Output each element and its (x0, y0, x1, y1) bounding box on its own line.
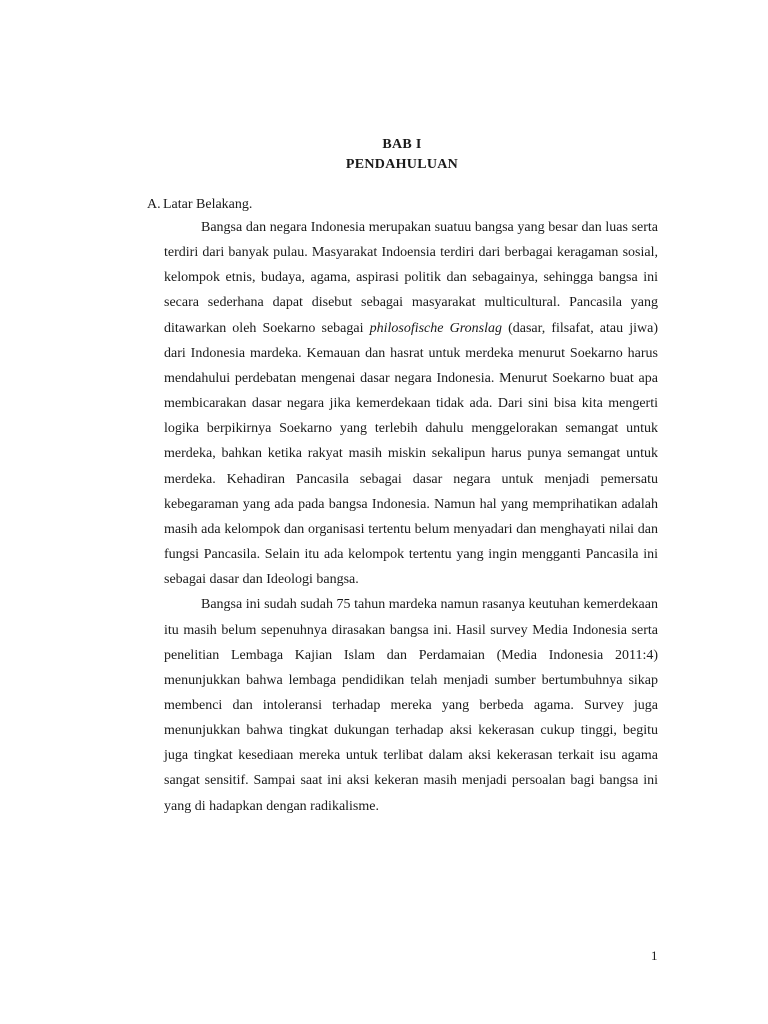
paragraph-1 (164, 215, 658, 592)
paragraph-1-part-1: Bangsa dan negara Indonesia merupakan suatuu bangsa yang besar dan luas serta terdiri dari banyak pulau. Masyarakat Indoensia terdiri dari berbagai keragaman sosial, kelompok etnis, budaya, agama, aspirasi politik dan sebagainya, sehingga bangsa ini secara sederhana dapat disebut sebagai masyarakat multicultural. Pancasila yang ditawarkan oleh Soekarno sebagai (164, 220, 658, 336)
chapter-title: PENDAHULUAN (345, 157, 459, 172)
paragraph-1-part-2: (dasar, filsafat, atau jiwa) dari Indonesia mardeka. Kemauan dan hasrat untuk merdeka menurut Soekarno harus mendahului perdebatan mengenai dasar negara Indonesia. Menurut Soekarno buat apa membicarakan dasar negara jika kemerdekaan tidak ada. Dari sini bisa kita mengerti logika berpikirnya Soekarno yang terlebih dahulu menggelorakan semangat untuk merdeka, bahkan ketika rakyat masih miskin sekalipun harus punya semangat untuk merdeka. Kehadiran Pancasila sebagai dasar negara untuk menjadi pemersatu kebegaraman yang ada pada bangsa Indonesia. Namun hal yang memprihatikan adalah masih ada kelompok dan organisasi tertentu belum menyadari dan menghayati nilai dan fungsi Pancasila. Selain itu ada kelompok tertentu yang ingin mengganti Pancasila ini sebagai dasar dan Ideologi bangsa. (164, 320, 658, 588)
section-title: Latar Belakang. (163, 197, 253, 212)
page-number: 1 (651, 948, 658, 963)
section-heading (147, 197, 252, 213)
paragraph-2: Bangsa ini sudah sudah 75 tahun mardeka namun rasanya keutuhan kemerdekaan itu masih belum sepenuhnya dirasakan bangsa ini. Hasil survey Media Indonesia serta penelitian Lembaga Kajian Islam dan Perdamaian (Media Indonesia 2011:4) menunjukkan bahwa lembaga pendidikan telah menjadi sumber bertumbuhnya sikap membenci dan intoleransi terhadap mereka yang berbeda agama. Survey juga menunjukkan bahwa tingkat dukungan terhadap aksi kekerasan cukup tinggi, begitu juga tingkat kesediaan mereka untuk terlibat dalam aksi kekerasan terkait isu agama sangat sensitif. Sampai saat ini aksi kekeran masih menjadi persoalan bagi bangsa ini yang di hadapkan dengan radikalisme. (164, 597, 658, 814)
italic-term: philosofische Gronslag (369, 320, 502, 336)
body-text (164, 215, 658, 819)
chapter-number: BAB I (382, 137, 422, 152)
section-letter: A. (147, 197, 161, 212)
